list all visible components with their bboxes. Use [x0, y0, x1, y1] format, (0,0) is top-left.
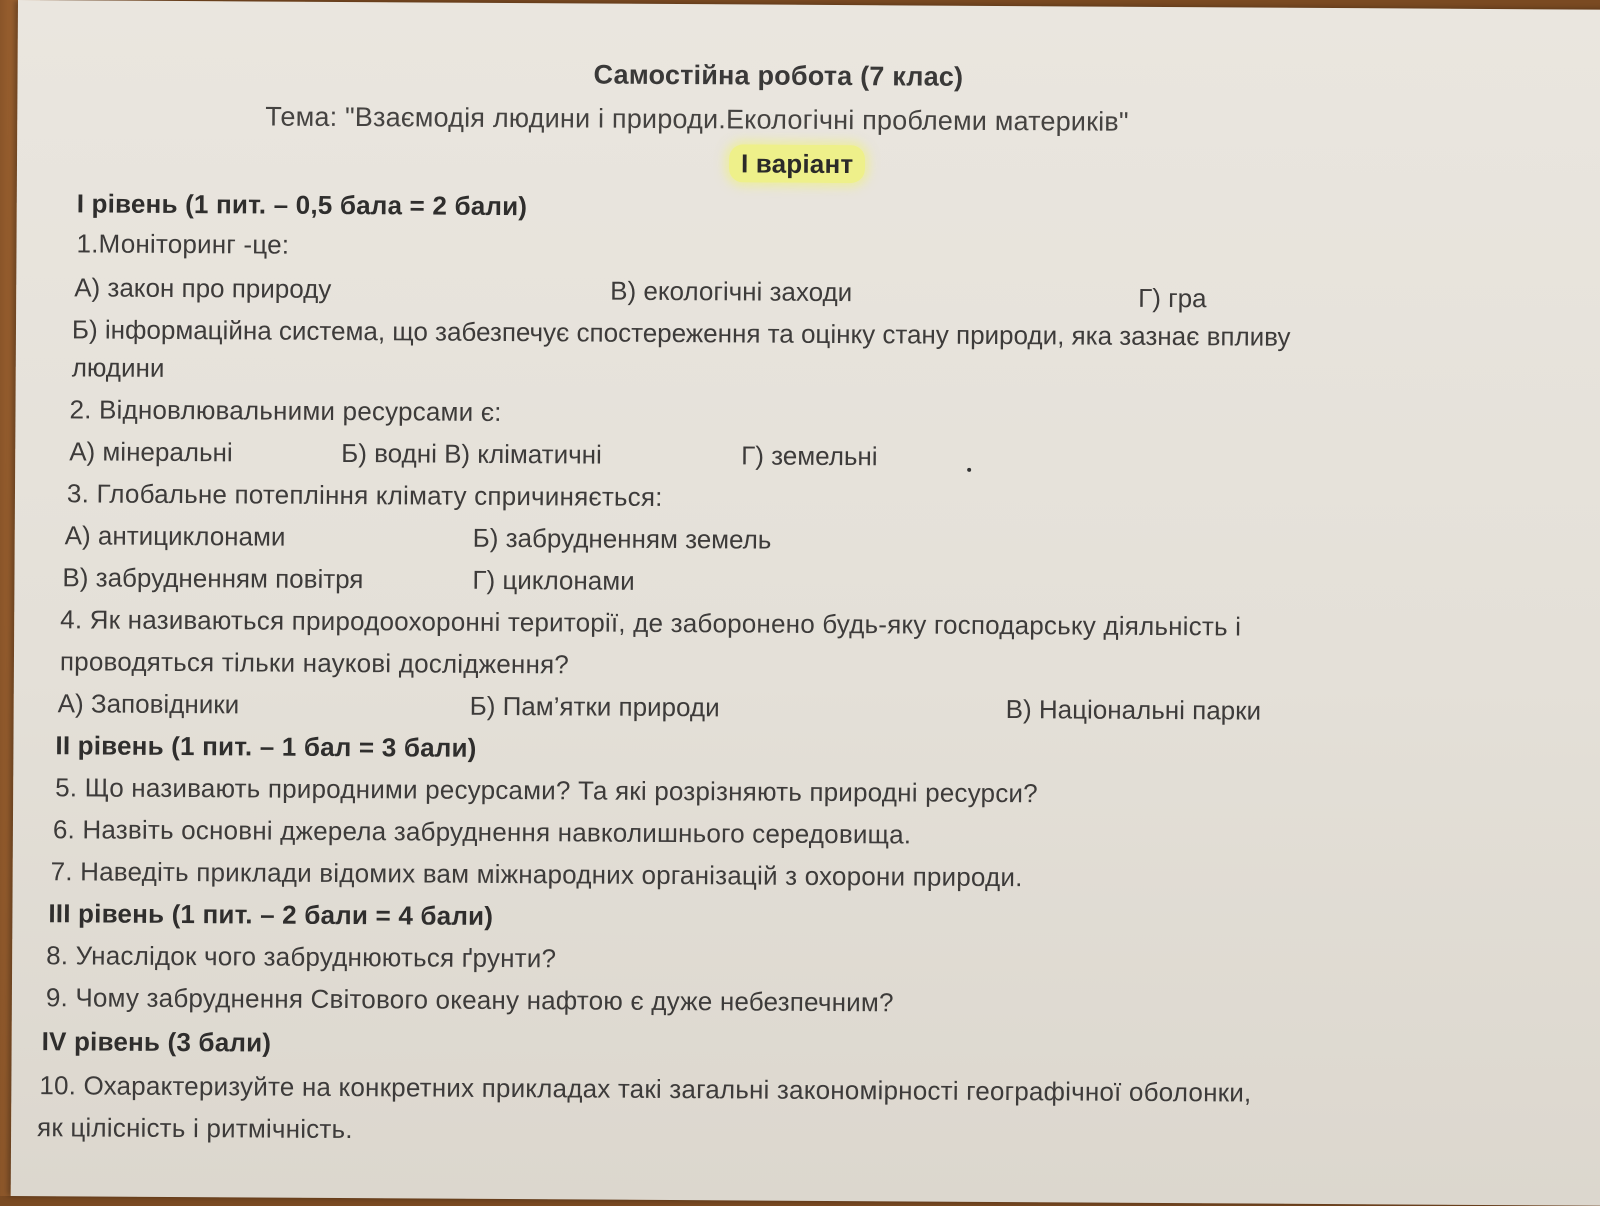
- q3-option-g: Г) циклонами: [472, 564, 635, 596]
- question-7: 7. Наведіть приклади відомих вам міжнародних організацій з охорони природи.: [50, 856, 1023, 893]
- q2-option-b-v: Б) водні В) кліматичні: [341, 437, 602, 470]
- question-4-line2: проводяться тільки наукові дослідження?: [59, 646, 570, 680]
- question-4-line1: 4. Як називаються природоохоронні території, де заборонено будь-яку господарську діяльність і: [60, 604, 1242, 642]
- pen-dot-mark: [967, 468, 971, 472]
- question-8: 8. Унаслідок чого забруднюються ґрунти?: [46, 940, 557, 974]
- level-2-heading: ІІ рівень (1 пит. – 1 бал = 3 бали): [55, 730, 477, 763]
- q1-option-v: В) екологічні заходи: [610, 275, 853, 308]
- q3-option-a: А) антициклонами: [64, 520, 286, 552]
- question-9: 9. Чому забруднення Світового океану нафтою є дуже небезпечним?: [45, 982, 894, 1018]
- worksheet-topic: Тема: "Взаємодія людини і природи.Екологічні проблеми материків": [265, 101, 1129, 137]
- question-2: 2. Відновлювальними ресурсами є:: [69, 394, 502, 427]
- question-5: 5. Що називають природними ресурсами? Та які розрізняють природні ресурси?: [55, 772, 1038, 809]
- variant-label-wrap: [729, 148, 866, 180]
- question-3: 3. Глобальне потепління клімату спричиняється:: [66, 478, 663, 512]
- q1-option-g: Г) гра: [1138, 282, 1207, 314]
- worksheet-paper: [11, 0, 1600, 1206]
- level-3-heading: ІІІ рівень (1 пит. – 2 бали = 4 бали): [48, 898, 494, 931]
- q3-option-b: Б) забрудненням земель: [472, 522, 772, 555]
- question-10-line2: як цілісність і ритмічність.: [37, 1112, 353, 1145]
- q4-option-v: В) Національні парки: [1005, 694, 1262, 726]
- question-1: 1.Моніторинг -це:: [76, 228, 290, 260]
- q4-option-a: А) Заповідники: [57, 688, 240, 720]
- q3-option-v: В) забрудненням повітря: [62, 562, 364, 595]
- q1-option-a: А) закон про природу: [74, 272, 332, 304]
- level-1-heading: І рівень (1 пит. – 0,5 бала = 2 бали): [76, 188, 528, 222]
- q2-option-g: Г) земельні: [741, 440, 878, 472]
- worksheet-content: [11, 0, 1600, 1206]
- worksheet-title: Самостійна робота (7 клас): [593, 59, 964, 92]
- q1-option-b-line2: людини: [71, 352, 165, 383]
- question-10-line1: 10. Охарактеризуйте на конкретних прикладах такі загальні закономірності географічної оболонки,: [39, 1070, 1252, 1108]
- variant-label: І варіант: [729, 144, 866, 183]
- q4-option-b: Б) Пам’ятки природи: [469, 690, 720, 723]
- level-4-heading: IV рівень (3 бали): [41, 1026, 272, 1058]
- question-6: 6. Назвіть основні джерела забруднення навколишнього середовища.: [52, 814, 912, 850]
- q1-option-b-line1: Б) інформаційна система, що забезпечує спостереження та оцінку стану природи, яка зазнає впливу: [71, 314, 1291, 352]
- q2-option-a: А) мінеральні: [69, 436, 233, 468]
